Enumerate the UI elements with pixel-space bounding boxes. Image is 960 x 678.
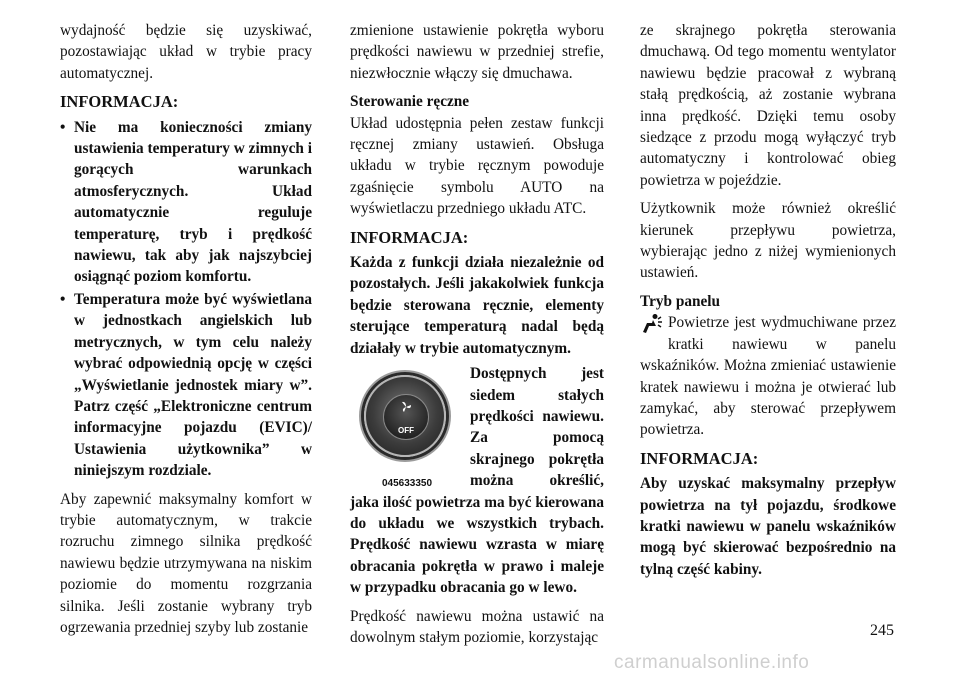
figure-text: Dostępnych jest siedem stałych prędkości nawiewu. Za pomocą skrajnego pokrętła można określić, jaka ilość powietrza ma być kierowana do układu we wszystkich trybach. Prędkość nawiewu wzrasta w miarę obracania pokrętła w prawo i maleje w przypadku obracania go w lewo.	[350, 365, 604, 597]
info-heading: INFORMACJA:	[60, 92, 179, 112]
blower-knob-figure	[350, 365, 464, 491]
column-right	[640, 20, 896, 587]
figure-caption: 045633350	[381, 478, 433, 490]
column-middle	[350, 20, 604, 655]
paragraph-airflow-direction: Użytkownik może również określić kierunek przepływu powietrza, wybierając jedno z niżej wymienionych ustawień.	[640, 200, 896, 282]
knob-center	[383, 394, 429, 440]
paragraph-continuation: wydajność będzie się uzyskiwać, pozostawiając układ w trybie pracy automatycznej.	[60, 22, 312, 82]
paragraph-comfort: Aby zapewnić maksymalny komfort w trybie automatycznym, w trakcie rozruchu zimnego silnika prędkość nawiewu będzie utrzymywana na niskim poziomie do momentu rozgrzania silnika. Jeśli zostanie wybrany tryb ogrzewania przedniej szyby lub zostanie	[60, 490, 312, 636]
fan-icon	[399, 401, 413, 413]
watermark: carmanualsonline.info	[614, 652, 810, 673]
blower-knob-image	[364, 375, 446, 457]
panel-mode-icon	[640, 313, 662, 335]
paragraph-blower: zmienione ustawienie pokrętła wyboru prędkości nawiewu w przedniej strefie, niezwłocznie włączy się dmuchawa.	[350, 22, 604, 82]
figure-block	[350, 363, 604, 598]
info-heading: INFORMACJA:	[640, 448, 759, 468]
paragraph-fan-control: ze skrajnego pokrętła sterowania dmuchawą. Od tego momentu wentylator nawiewu będzie pracował z wybraną stałą prędkością, aż zostanie wybrana inna prędkość. Dzięki temu osoby siedzące z przodu mogą wyłączyć tryb automatyczny i kontrolować obieg powietrza w pojeździe.	[640, 22, 896, 189]
bullet-temperature-setting: • Nie ma konieczności zmiany ustawienia temperatury w zimnych i gorących warunkach atmosferycznych. Układ automatycznie reguluje temperaturę, tryb i prędkość nawiewu, tak aby jak najszybciej osiągnąć poziom komfortu.	[60, 117, 312, 288]
info-bullet-list	[60, 117, 312, 482]
panel-mode-heading: Tryb panelu	[640, 292, 721, 310]
info-text: Aby uzyskać maksymalny przepływ powietrza na tył pojazdu, środkowe kratki nawiewu w panelu wskaźników mogą być skierować bezpośrednio na tylną część kabiny.	[640, 475, 896, 578]
info-text: Każda z funkcji działa niezależnie od pozostałych. Jeśli jakakolwiek funkcja będzie sterowana ręcznie, elementy sterujące temperaturą nadal będą działały w trybie automatycznym.	[350, 254, 604, 357]
panel-mode-block	[640, 312, 896, 440]
info-heading: INFORMACJA:	[350, 227, 469, 247]
paragraph-fan-speed: Prędkość nawiewu można ustawić na dowolnym stałym poziomie, korzystając	[350, 607, 604, 646]
paragraph-manual-control: Układ udostępnia pełen zestaw funkcji ręcznej zmiany ustawień. Obsługa układu w trybie ręcznym powoduje zgaśnięcie symbolu AUTO na wyświetlaczu przedniego układu ATC.	[350, 114, 604, 218]
page-number: 245	[870, 622, 894, 639]
panel-mode-text: Powietrze jest wydmuchiwane przez kratki nawiewu w panelu wskaźników. Można zmieniać ustawienie kratek nawiewu i można je otwierać lub zamykać, aby sterować przepływem powietrza.	[640, 314, 896, 439]
bullet-temperature-units: • Temperatura może być wyświetlana w jednostkach angielskich lub metrycznych, w tym celu należy wybrać odpowiednią opcję w części „Wyświetlanie jednostek miary w”. Patrz część „Elektroniczne centrum informacyjne pojazdu (EVIC)/ Ustawienia użytkownika” w niniejszym rozdziale.	[60, 289, 312, 482]
knob-off-label: OFF	[398, 426, 414, 436]
column-left	[60, 20, 312, 645]
manual-control-heading: Sterowanie ręczne	[350, 93, 470, 111]
